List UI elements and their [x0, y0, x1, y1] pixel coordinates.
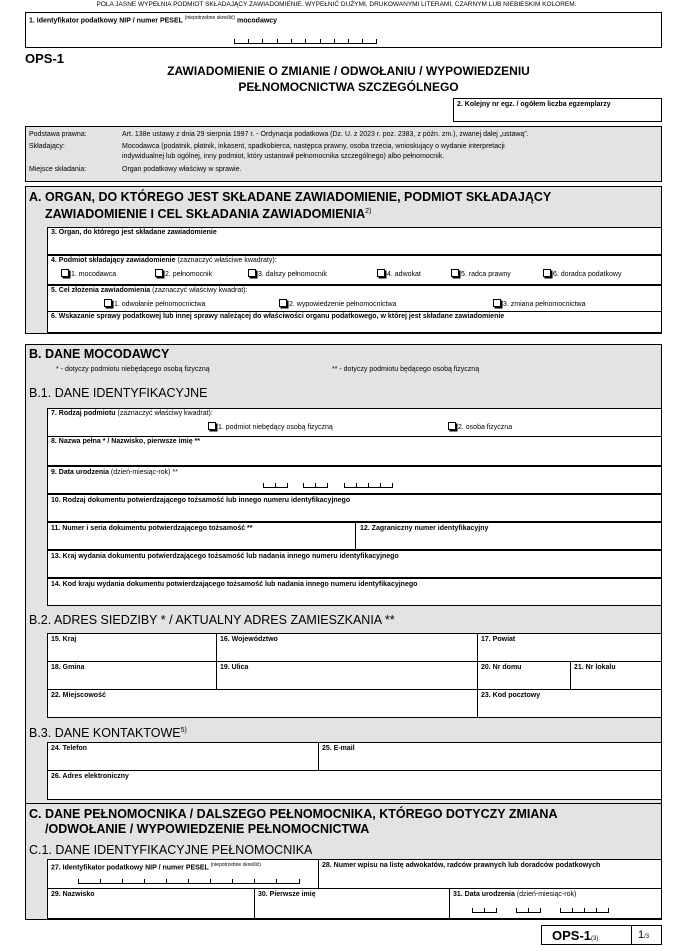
section-c1-title: C.1. DANE IDENTYFIKACYJNE PEŁNOMOCNIKA — [29, 843, 313, 857]
field-4-option-2[interactable]: 2. pełnomocnik — [155, 269, 212, 278]
field-13-label: 13. Kraj wydania dokumentu potwierdzającego tożsamość lub nadania innego numeru identyfikacyjnego — [51, 553, 399, 560]
field-1-label: 1. Identyfikator podatkowy NIP / numer PESEL $^{(niepotrzebne skreślić)}$ mocodawcy — [29, 15, 278, 25]
field-26-label: 26. Adres elektroniczny — [51, 773, 129, 780]
field-11-label: 11. Numer i seria dokumentu potwierdzającego tożsamość ** — [51, 525, 253, 532]
section-a-title-2: ZAWIADOMIENIE I CEL SKŁADANIA ZAWIADOMIENIA$^{2)}$ — [45, 207, 372, 221]
field-23-label: 23. Kod pocztowy — [481, 692, 541, 699]
field-4-label: 4. Podmiot składający zawiadomienie (zaznaczyć właściwe kwadraty): — [51, 257, 277, 264]
field-30-first-name[interactable] — [254, 888, 450, 919]
field-5-option-3[interactable]: 3. zmiana pełnomocnictwa — [493, 299, 586, 308]
field-27-agent-nip-pesel[interactable] — [47, 859, 319, 889]
note-not-natural-person: * - dotyczy podmiotu niebędącego osobą fizyczną — [56, 366, 210, 373]
field-28-label: 28. Numer wpisu na listę adwokatów, radców prawnych lub doradców podatkowych — [322, 862, 601, 869]
section-b3-title: B.3. DANE KONTAKTOWE$^{5)}$ — [29, 726, 187, 740]
field-10-label: 10. Rodzaj dokumentu potwierdzającego tożsamość lub innego numeru identyfikacyjnego — [51, 497, 351, 504]
field-26-electronic-address[interactable] — [47, 770, 662, 800]
footer-box — [541, 925, 662, 945]
field-25-label: 25. E-mail — [322, 745, 355, 752]
field-15-country[interactable] — [47, 633, 217, 662]
field-4-option-4[interactable]: 4. adwokat — [377, 269, 421, 278]
title-line-2: PEŁNOMOCNICTWA SZCZEGÓLNEGO — [238, 80, 459, 94]
field-3-label: 3. Organ, do którego jest składane zawiadomienie — [51, 229, 217, 236]
field-13-issue-country[interactable] — [47, 550, 662, 578]
field-2-copy-number[interactable] — [453, 98, 662, 122]
field-18-commune[interactable] — [47, 661, 217, 690]
field-9-day-comb — [263, 483, 288, 488]
field-5-purpose — [47, 285, 662, 313]
field-15-label: 15. Kraj — [51, 636, 77, 643]
field-4-option-6[interactable]: 6. doradca podatkowy — [543, 269, 622, 278]
field-23-postal-code[interactable] — [477, 689, 662, 718]
section-a — [25, 186, 662, 334]
field-2-label: 2. Kolejny nr egz. / ogółem liczba egzemplarzy — [457, 101, 611, 108]
field-5-option-2[interactable]: 2. wypowiedzenie pełnomocnictwa — [279, 299, 396, 308]
field-8-name[interactable] — [47, 436, 662, 466]
place-text: Organ podatkowy właściwy w sprawie. — [122, 166, 242, 173]
field-1-nip-pesel[interactable] — [25, 12, 662, 48]
field-27-comb — [78, 879, 300, 884]
basis-label: Podstawa prawna: — [29, 131, 87, 138]
field-19-label: 19. Ulica — [220, 664, 249, 671]
field-4-option-3[interactable]: 3. dalszy pełnomocnik — [248, 269, 327, 278]
field-29-label: 29. Nazwisko — [51, 891, 95, 898]
field-20-label: 20. Nr domu — [481, 664, 522, 671]
field-19-street[interactable] — [216, 661, 478, 690]
field-21-label: 21. Nr lokalu — [574, 664, 616, 671]
field-10-doc-type[interactable] — [47, 494, 662, 522]
field-30-label: 30. Pierwsze imię — [258, 891, 316, 898]
field-31-month-comb — [516, 908, 541, 913]
field-4-filer-type — [47, 255, 662, 285]
field-11-doc-number[interactable] — [47, 522, 356, 550]
field-4-option-1[interactable]: 1. mocodawca — [61, 269, 116, 278]
footer-form-code: OPS-1(3) — [552, 928, 599, 943]
field-12-foreign-id[interactable] — [355, 522, 662, 550]
field-21-apartment-number[interactable] — [570, 661, 662, 690]
section-c-title-1: C. DANE PEŁNOMOCNIKA / DALSZEGO PEŁNOMOCNIKA, KTÓREGO DOTYCZY ZMIANA — [29, 807, 558, 821]
legal-info — [25, 126, 662, 182]
field-18-label: 18. Gmina — [51, 664, 85, 671]
section-b — [25, 344, 662, 804]
place-label: Miejsce składania: — [29, 166, 87, 173]
field-9-year-comb — [344, 483, 393, 488]
field-3-organ[interactable] — [47, 227, 662, 255]
form-code: OPS-1 — [25, 51, 65, 66]
field-14-issue-country-code[interactable] — [47, 578, 662, 606]
field-12-label: 12. Zagraniczny numer identyfikacyjny — [360, 525, 489, 532]
field-25-email[interactable] — [318, 742, 662, 771]
section-b-title: B. DANE MOCODAWCY — [29, 347, 170, 361]
field-17-county[interactable] — [477, 633, 662, 662]
field-31-day-comb — [472, 908, 497, 913]
field-1-comb — [234, 39, 377, 44]
top-note: POLA JASNE WYPEŁNIA PODMIOT SKŁADAJĄCY ZAWIADOMIENIE. WYPEŁNIĆ DUŻYMI, DRUKOWANYMI LITERAMI, CZARNYM LUB NIEBIESKIM KOLOREM. — [96, 1, 577, 8]
field-31-agent-birth-date[interactable] — [449, 888, 662, 919]
section-c — [25, 804, 662, 920]
field-16-label: 16. Województwo — [220, 636, 278, 643]
field-31-label: 31. Data urodzenia (dzień-miesiąc-rok) — [453, 891, 577, 898]
field-28-registry-number[interactable] — [318, 859, 662, 889]
basis-text: Art. 138e ustawy z dnia 29 sierpnia 1997 r. - Ordynacja podatkowa (Dz. U. z 2023 r. poz. 2383, z późn. zm.), zwanej dalej „ustawą”. — [122, 131, 529, 138]
field-7-option-1[interactable]: 1. podmiot niebędący osobą fizyczną — [208, 422, 333, 431]
section-b2-title: B.2. ADRES SIEDZIBY * / AKTUALNY ADRES ZAMIESZKANIA ** — [29, 613, 395, 627]
page-number: 1/3 — [638, 929, 650, 941]
field-31-year-comb — [560, 908, 609, 913]
field-29-surname[interactable] — [47, 888, 255, 919]
field-9-label: 9. Data urodzenia (dzień-miesiąc-rok) ** — [51, 469, 178, 476]
field-24-phone[interactable] — [47, 742, 319, 771]
field-6-case[interactable] — [47, 311, 662, 333]
field-6-label: 6. Wskazanie sprawy podatkowej lub innej sprawy należącej do właściwości organu podatkowego, w której jest składane zawiadomienie — [51, 313, 505, 320]
filer-text-1: Mocodawca (podatnik, płatnik, inkasent, spadkobierca, następca prawny, osoba trzecia, wnioskujący o wydanie interpretacji — [122, 143, 505, 150]
field-27-label: 27. Identyfikator podatkowy NIP / numer PESEL $^{(niepotrzebne skreślić)}$ — [51, 862, 261, 872]
filer-text-2: indywidualnej lub ogólnej, inny podmiot, który ustanowił pełnomocnika szczególnego) albo pełnomocnik. — [122, 153, 445, 160]
field-16-voivodeship[interactable] — [216, 633, 478, 662]
section-c-title-2: /ODWOŁANIE / WYPOWIEDZENIE PEŁNOMOCNICTWA — [45, 822, 370, 836]
field-5-label: 5. Cel złożenia zawiadomienia (zaznaczyć właściwy kwadrat): — [51, 287, 248, 294]
field-17-label: 17. Powiat — [481, 636, 516, 643]
field-14-label: 14. Kod kraju wydania dokumentu potwierdzającego tożsamość lub nadania innego numeru identyfikacyjnego — [51, 581, 418, 588]
field-8-label: 8. Nazwa pełna * / Nazwisko, pierwsze imię ** — [51, 438, 201, 445]
field-22-locality[interactable] — [47, 689, 478, 718]
field-9-month-comb — [303, 483, 328, 488]
field-22-label: 22. Miejscowość — [51, 692, 106, 699]
field-7-option-2[interactable]: 2. osoba fizyczna — [448, 422, 512, 431]
filer-label: Składający: — [29, 143, 65, 150]
field-4-option-5[interactable]: 5. radca prawny — [451, 269, 511, 278]
section-a-title-1: A. ORGAN, DO KTÓREGO JEST SKŁADANE ZAWIADOMIENIE, PODMIOT SKŁADAJĄCY — [29, 190, 552, 204]
field-7-label: 7. Rodzaj podmiotu (zaznaczyć właściwy kwadrat): — [51, 410, 213, 417]
field-24-label: 24. Telefon — [51, 745, 88, 752]
section-b1-title: B.1. DANE IDENTYFIKACYJNE — [29, 386, 208, 400]
field-5-option-1[interactable]: 1. odwołanie pełnomocnictwa — [104, 299, 205, 308]
note-natural-person: ** - dotyczy podmiotu będącego osobą fizyczną — [332, 366, 480, 373]
field-9-birth-date[interactable] — [47, 466, 662, 494]
field-20-house-number[interactable] — [477, 661, 571, 690]
title-line-1: ZAWIADOMIENIE O ZMIANIE / ODWOŁANIU / WYPOWIEDZENIU — [167, 64, 530, 78]
field-7-entity-type — [47, 408, 662, 438]
